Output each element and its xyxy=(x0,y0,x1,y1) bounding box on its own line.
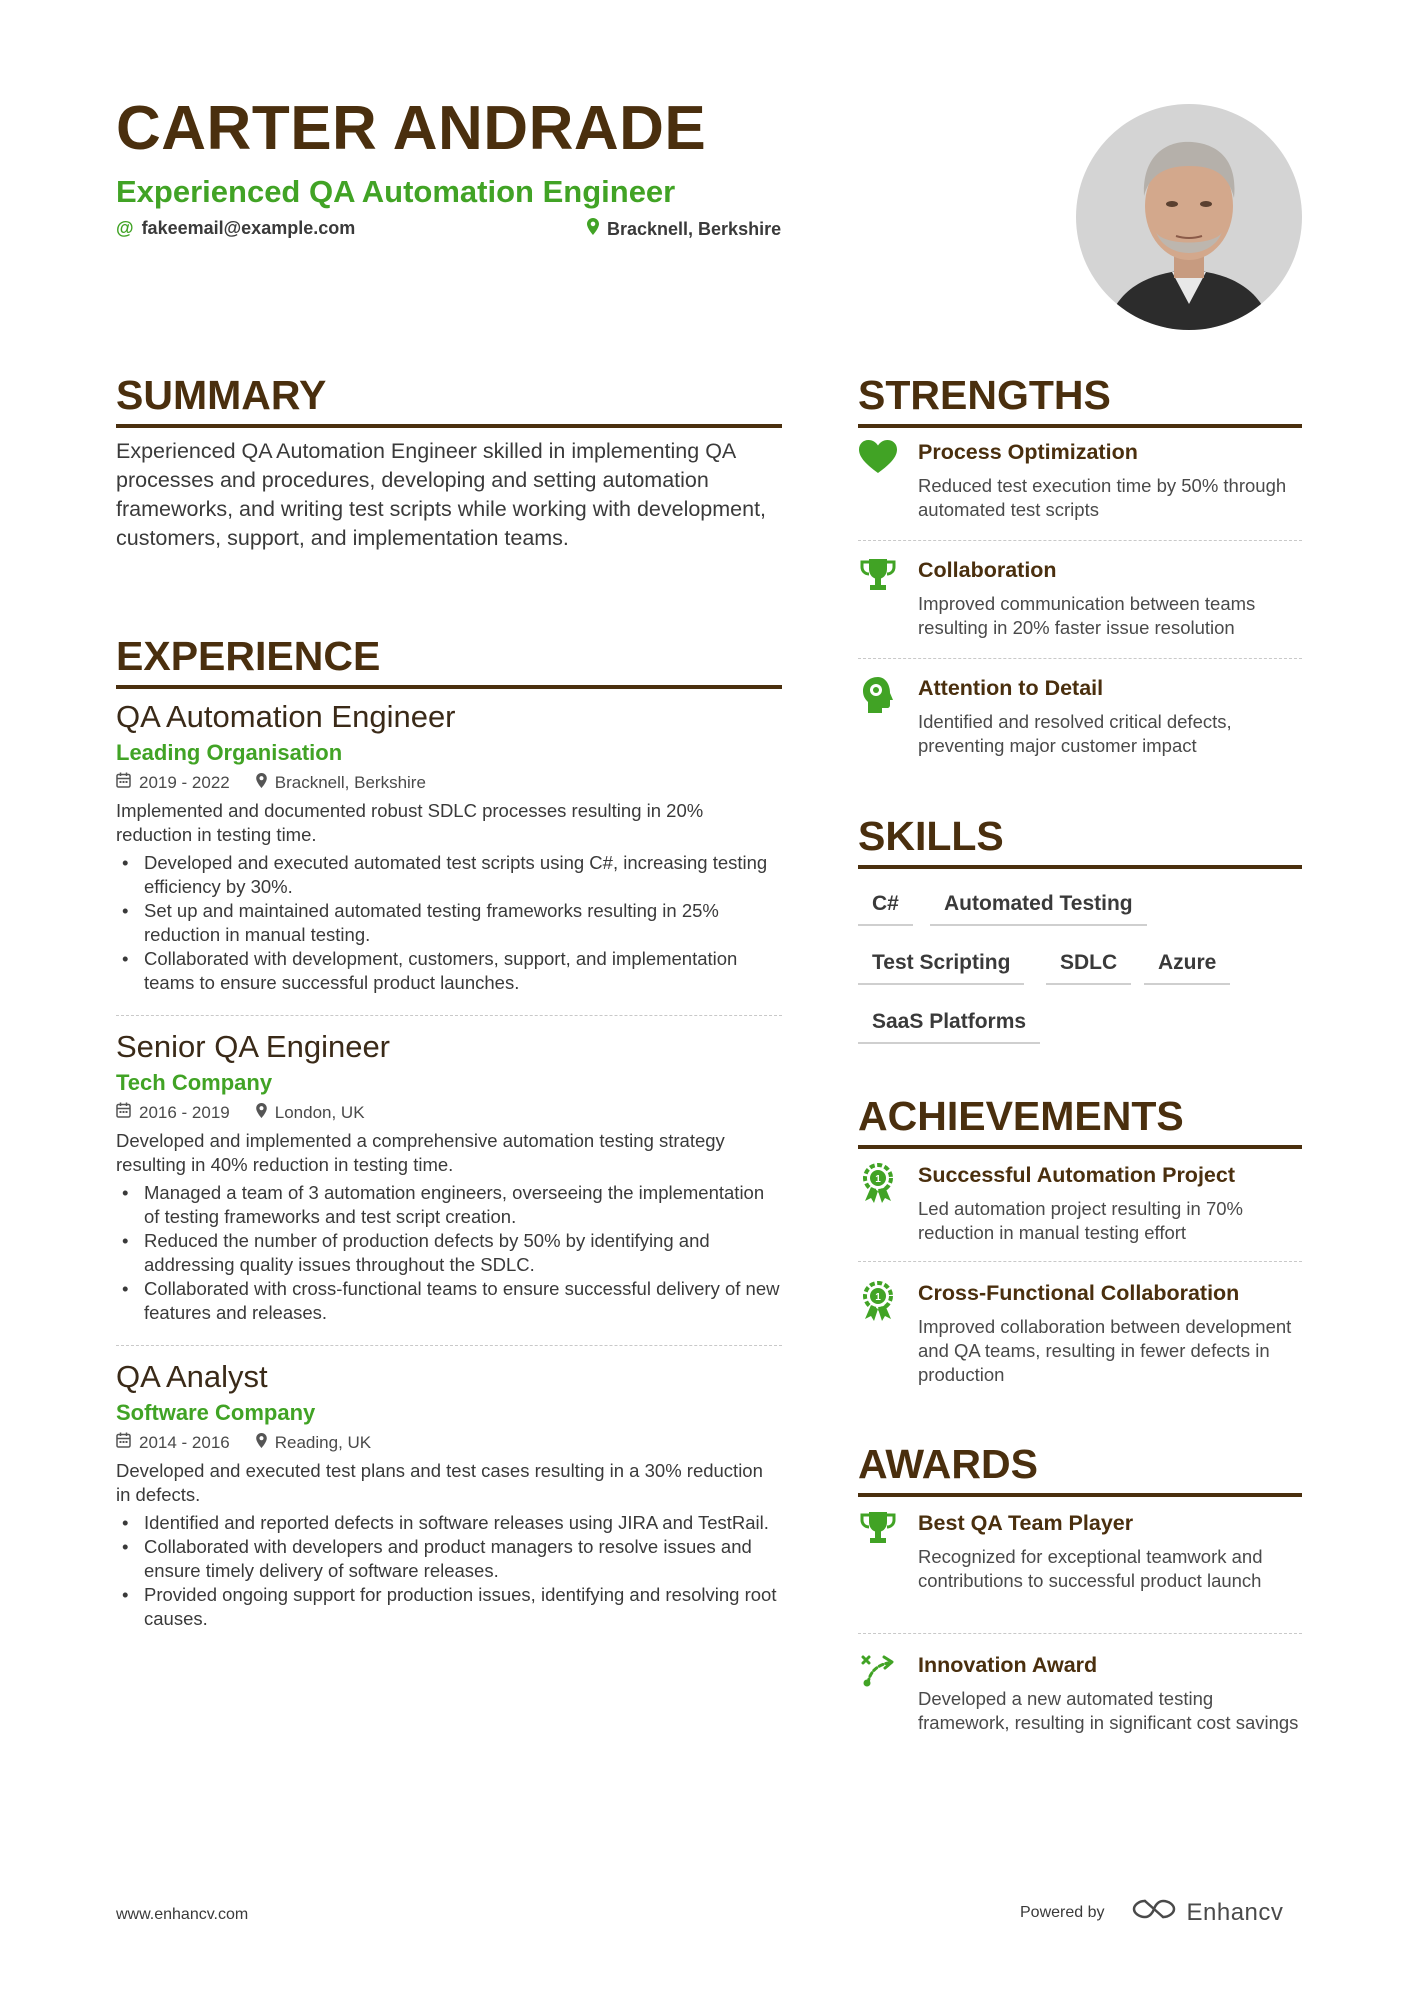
trophy-icon xyxy=(858,1511,898,1547)
strength-item xyxy=(858,558,1302,640)
strength-desc: Improved communication between teams resulting in 20% faster issue resolution xyxy=(918,592,1256,638)
location-pin-icon xyxy=(256,773,267,793)
strength-item xyxy=(858,676,1302,758)
contact-location xyxy=(587,218,781,240)
heart-icon xyxy=(858,440,898,476)
summary-text: Experienced QA Automation Engineer skilled in implementing QA processes and procedures, developing and setting automation frameworks, and writing test scripts while working with development, customers, support, and implementation teams. xyxy=(116,439,767,550)
job-title: Senior QA Engineer xyxy=(116,1029,391,1064)
award-desc: Developed a new automated testing framework, resulting in significant cost savings xyxy=(918,1687,1299,1733)
experience-entry xyxy=(116,1360,782,1631)
calendar-icon xyxy=(116,772,131,793)
award-title: Best QA Team Player xyxy=(918,1511,1134,1535)
job-location-text: Reading, UK xyxy=(274,1432,372,1452)
skill-tag: Automated Testing xyxy=(930,891,1147,926)
award-item xyxy=(858,1653,1302,1735)
enhancv-logo-icon xyxy=(1131,1897,1177,1928)
skill-tag: Test Scripting xyxy=(858,950,1024,985)
achievement-item xyxy=(858,1281,1302,1387)
strength-title: Attention to Detail xyxy=(918,676,1104,700)
footer-website[interactable]: www.enhancv.com xyxy=(116,1906,249,1923)
skill-tag: C# xyxy=(858,891,913,926)
experience-heading: EXPERIENCE xyxy=(116,636,782,689)
skill-tag: SaaS Platforms xyxy=(858,1009,1040,1044)
strength-title: Process Optimization xyxy=(918,440,1138,464)
bullet-item: • Collaborated with development, customers, support, and implementation teams to ensure successful product launches. xyxy=(116,947,782,995)
bullet-item: • Identified and reported defects in software releases using JIRA and TestRail. xyxy=(116,1511,782,1535)
achievement-title: Successful Automation Project xyxy=(918,1163,1235,1187)
item-divider xyxy=(858,1633,1302,1634)
bullet-item: • Provided ongoing support for production issues, identifying and resolving root causes. xyxy=(116,1583,782,1631)
job-company: Leading Organisation xyxy=(116,740,343,766)
job-dates-text: 2014 - 2016 xyxy=(139,1432,230,1452)
award-desc: Recognized for exceptional teamwork and contributions to successful product launch xyxy=(918,1545,1263,1591)
awards-heading: AWARDS xyxy=(858,1444,1302,1497)
award-ribbon-icon xyxy=(858,1281,898,1317)
calendar-icon xyxy=(116,1102,131,1123)
achievement-item xyxy=(858,1163,1302,1245)
experience-entry xyxy=(116,700,782,995)
job-description: Implemented and documented robust SDLC processes resulting in 20% reduction in testing time. xyxy=(116,800,704,846)
strengths-heading: STRENGTHS xyxy=(858,375,1302,428)
award-title: Innovation Award xyxy=(918,1653,1098,1677)
job-title: QA Analyst xyxy=(116,1359,268,1394)
strength-item xyxy=(858,440,1302,522)
job-company: Software Company xyxy=(116,1400,316,1426)
job-location-text: Bracknell, Berkshire xyxy=(274,772,426,792)
candidate-name: CARTER ANDRADE xyxy=(116,94,707,163)
bullet-item: • Collaborated with cross-functional teams to ensure successful delivery of new features and releases. xyxy=(116,1277,782,1325)
job-divider xyxy=(116,1345,782,1346)
job-bullets xyxy=(116,851,782,995)
location-pin-icon xyxy=(256,1433,267,1453)
achievements-heading: ACHIEVEMENTS xyxy=(858,1096,1302,1149)
candidate-title: Experienced QA Automation Engineer xyxy=(116,174,676,209)
job-location xyxy=(256,1103,365,1123)
job-location xyxy=(256,1433,371,1453)
skill-tag: SDLC xyxy=(1046,950,1131,985)
bullet-item: • Collaborated with developers and product managers to resolve issues and ensure timely delivery of software releases. xyxy=(116,1535,782,1583)
calendar-icon xyxy=(116,1432,131,1453)
location-pin-icon xyxy=(256,1103,267,1123)
email-text: fakeemail@example.com xyxy=(141,218,356,238)
trophy-icon xyxy=(858,558,898,594)
job-description: Developed and executed test plans and test cases resulting in a 30% reduction in defects. xyxy=(116,1460,763,1506)
job-meta xyxy=(116,1432,782,1453)
job-location-text: London, UK xyxy=(274,1102,365,1122)
job-divider xyxy=(116,1015,782,1016)
avatar xyxy=(1076,104,1302,330)
bullet-item: • Managed a team of 3 automation engineers, overseeing the implementation of testing frameworks and test script creation. xyxy=(116,1181,782,1229)
strength-title: Collaboration xyxy=(918,558,1057,582)
experience-entry xyxy=(116,1030,782,1325)
svg-text:1: 1 xyxy=(875,1292,881,1303)
powered-by-text: Powered by xyxy=(1020,1903,1105,1921)
skills-heading: SKILLS xyxy=(858,816,1302,869)
bullet-item: • Set up and maintained automated testing frameworks resulting in 25% reduction in manual testing. xyxy=(116,899,782,947)
award-ribbon-icon xyxy=(858,1163,898,1199)
job-location xyxy=(256,773,426,793)
head-brain-icon xyxy=(858,676,898,712)
skill-tag: Azure xyxy=(1144,950,1230,985)
job-company: Tech Company xyxy=(116,1070,273,1096)
job-title: QA Automation Engineer xyxy=(116,699,456,734)
contact-email[interactable] xyxy=(116,218,355,239)
job-meta xyxy=(116,772,782,793)
brand-name: Enhancv xyxy=(1186,1898,1284,1926)
svg-text:1: 1 xyxy=(875,1174,881,1185)
achievement-title: Cross-Functional Collaboration xyxy=(918,1281,1240,1305)
job-bullets xyxy=(116,1181,782,1325)
achievement-desc: Led automation project resulting in 70% reduction in manual testing effort xyxy=(918,1197,1243,1243)
job-dates xyxy=(116,1102,230,1123)
job-dates xyxy=(116,1432,230,1453)
bullet-item: • Reduced the number of production defects by 50% by identifying and addressing quality issues throughout the SDLC. xyxy=(116,1229,782,1277)
job-bullets xyxy=(116,1511,782,1631)
job-dates xyxy=(116,772,230,793)
brand-logo xyxy=(1131,1897,1284,1928)
location-text: Bracknell, Berkshire xyxy=(607,218,782,239)
location-pin-icon xyxy=(587,218,599,240)
strength-desc: Reduced test execution time by 50% through automated test scripts xyxy=(918,474,1287,520)
footer-branding[interactable] xyxy=(1020,1897,1283,1928)
strength-desc: Identified and resolved critical defects, preventing major customer impact xyxy=(918,710,1232,756)
achievement-desc: Improved collaboration between development and QA teams, resulting in fewer defects in production xyxy=(918,1315,1292,1385)
bullet-item: • Developed and executed automated test scripts using C#, increasing testing efficiency by 30%. xyxy=(116,851,782,899)
job-dates-text: 2016 - 2019 xyxy=(139,1102,230,1122)
item-divider xyxy=(858,1261,1302,1262)
job-dates-text: 2019 - 2022 xyxy=(139,772,230,792)
item-divider xyxy=(858,658,1302,659)
item-divider xyxy=(858,540,1302,541)
summary-heading: SUMMARY xyxy=(116,375,782,428)
award-item xyxy=(858,1511,1302,1593)
strategy-icon xyxy=(858,1653,898,1689)
job-description: Developed and implemented a comprehensive automation testing strategy resulting in 40% reduction in testing time. xyxy=(116,1130,725,1176)
at-icon: @ xyxy=(116,218,134,238)
job-meta xyxy=(116,1102,782,1123)
